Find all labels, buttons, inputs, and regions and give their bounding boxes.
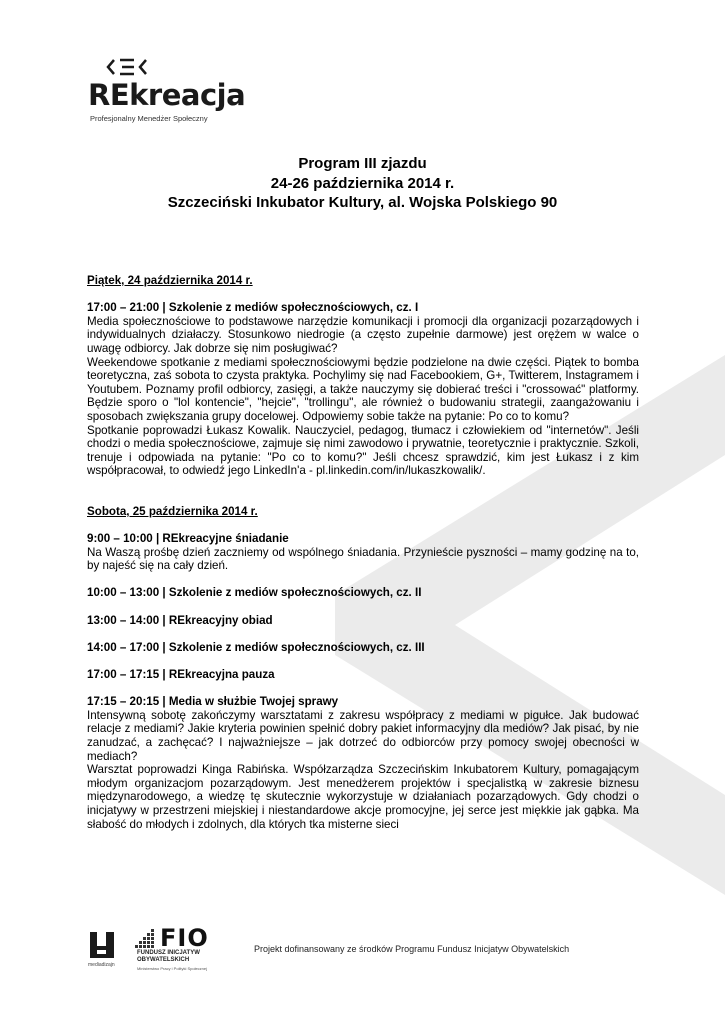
fio-name bbox=[137, 950, 217, 964]
session-title: 17:00 – 17:15 | REkreacyjna pauza bbox=[87, 668, 275, 682]
session-paragraph: Warsztat poprowadzi Kinga Rabińska. Współzarządza Szczecińskim Inkubatorem Kultury, pomagającym młodym organizacjom pozarządowym. Jest menedżerem projektów i specjalistką w zakresie biznesu międzynarodowego, a wiedzę tę skutecznie wykorzystuje w działaniach pozarządowych. Gdy chodzi o inicjatywy w przestrzeni miejskiej i niestandardowe akcje promocyjne, jej serce jest miękkie jak gąbka. Ma słabość do młodych i zdolnych, dla których tka misterne sieci bbox=[87, 763, 639, 831]
mediadizajn-logo-icon bbox=[88, 930, 116, 960]
logo-name: REkreacja bbox=[88, 78, 246, 112]
logo-arrows-icon bbox=[106, 58, 156, 76]
title-line-3: Szczeciński Inkubator Kultury, al. Wojska Polskiego 90 bbox=[167, 194, 558, 211]
session-paragraph: Intensywną sobotę zakończymy warsztatami z zakresu współpracy z mediami w pigułce. Jak budować relacje z mediami? Jakie kryteria powinien spełnić dobry pakiet informacyjny dla mediów? Jak pisać, by nie zanudzać, a zachęcać? I najważniejsze – jak dotrzeć do odbiorców przy pomocy swojej obecności w mediach? bbox=[87, 708, 639, 763]
title-line-1: Program III zjazdu bbox=[298, 155, 427, 172]
session-title: 17:00 – 21:00 | Szkolenie z mediów społecznościowych, cz. I bbox=[87, 301, 419, 315]
session-title: 17:15 – 20:15 | Media w służbie Twojej sprawy bbox=[87, 695, 339, 709]
logo-tagline: Profesjonalny Menedżer Społeczny bbox=[90, 114, 208, 123]
day-heading-friday: Piątek, 24 października 2014 r. bbox=[87, 274, 253, 287]
fio-mark: FIO bbox=[160, 924, 209, 952]
footer bbox=[0, 920, 725, 980]
session-paragraph: Media społecznościowe to podstawowe narzędzie komunikacji i promocji dla organizacji pozarządowych i indywidualnych działaczy. Stosunkowo niedrogie (a często zupełnie darmowe) jest orężem w walce o uwagę odbiorcy. Jak dobrze się nim posługiwać? bbox=[87, 314, 639, 355]
session-paragraph: Weekendowe spotkanie z mediami społecznościowymi będzie podzielone na dwie części. Piątek to bomba teoretyczna, zaś sobota to czysta praktyka. Pochylimy się nad Facebookiem, G+, Twitterem, Instagramem i Youtubem. Poznamy profil odbiorcy, zasięgi, a także nauczymy się dobierać treści i "crossować" platformy. Będzie sporo o "lol kontencie", "hejcie", "trollingu", ale również o budowaniu strategii, zaangażowaniu i sposobach zwiększania grupy docelowej. Odpowiemy sobie także na pytanie: Po co to komu? bbox=[87, 355, 639, 423]
fio-name-line-2: OBYWATELSKICH bbox=[137, 957, 190, 963]
session-title: 9:00 – 10:00 | REkreacyjne śniadanie bbox=[87, 532, 289, 546]
title-line-2: 24-26 października 2014 r. bbox=[270, 174, 455, 192]
fio-name-line-1: FUNDUSZ INICJATYW bbox=[137, 950, 200, 956]
document-title bbox=[0, 154, 725, 213]
session-title: 10:00 – 13:00 | Szkolenie z mediów społecznościowych, cz. II bbox=[87, 586, 422, 600]
fio-dots-icon bbox=[135, 929, 157, 949]
funding-note: Projekt dofinansowany ze środków Programu Fundusz Inicjatyw Obywatelskich bbox=[254, 944, 570, 954]
session-paragraph: Na Waszą prośbę dzień zaczniemy od wspólnego śniadania. Przynieście pyszności – mamy godzinę na to, by najeść się na cały dzień. bbox=[87, 545, 639, 573]
day-heading-saturday: Sobota, 25 października 2014 r. bbox=[87, 504, 258, 518]
session-title: 14:00 – 17:00 | Szkolenie z mediów społecznościowych, cz. III bbox=[87, 640, 425, 654]
mediadizajn-caption: mediadizajn bbox=[88, 962, 115, 968]
session-title: 13:00 – 14:00 | REkreacyjny obiad bbox=[87, 613, 273, 627]
program-content bbox=[87, 274, 639, 831]
rekreacja-logo bbox=[88, 58, 246, 128]
session-paragraph: Spotkanie poprowadzi Łukasz Kowalik. Nauczyciel, pedagog, tłumacz i człowiekiem od "internetów". Jeśli chodzi o media społecznościowe, zajmuje się nimi zawodowo i prywatnie, teoretycznie i praktycznie. Szkoli, trenuje i odpowiada na pytanie: "Po co to komu?" Jeśli chcesz sprawdzić, kim jest Łukasz i z kim współpracował, to odwiedź jego LinkedIn'a - pl.linkedin.com/in/lukaszkowalik/. bbox=[87, 423, 639, 478]
fio-ministry: Ministerstwo Pracy i Polityki Społecznej bbox=[137, 966, 208, 971]
